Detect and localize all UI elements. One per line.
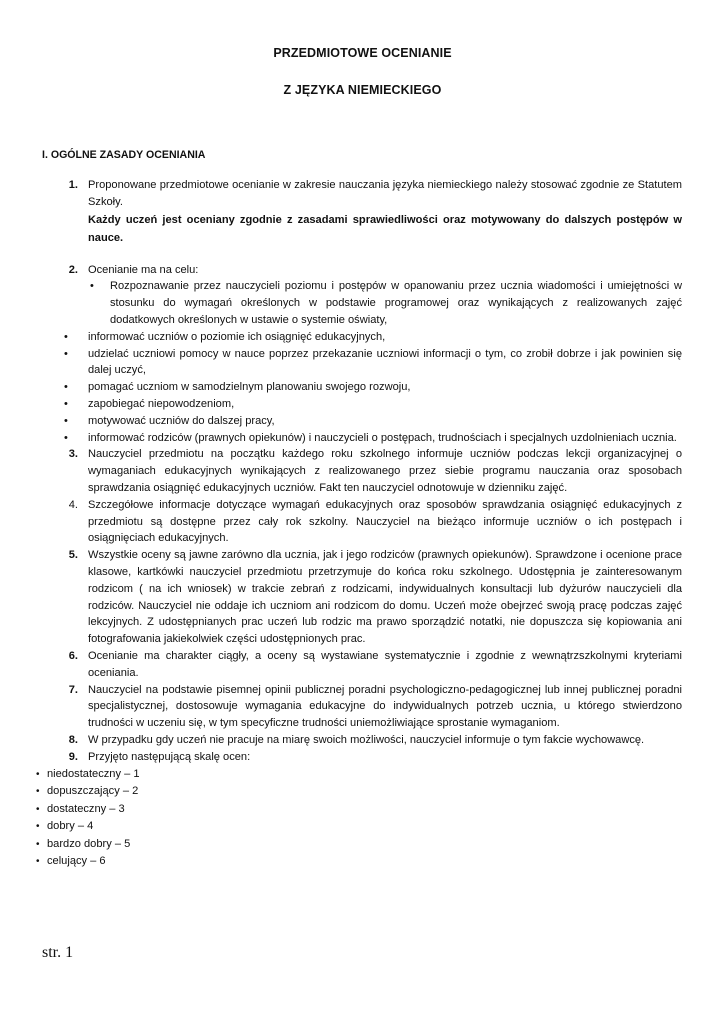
bullet-icon: •	[36, 838, 40, 850]
list-item-bullet	[42, 379, 682, 396]
item-number: 8.	[68, 733, 78, 746]
item-number: 9.	[68, 750, 78, 763]
grade-item	[36, 853, 682, 871]
bullet-text: motywować uczniów do dalszej pracy,	[88, 414, 275, 427]
list-item-4	[42, 497, 682, 547]
item-number: 2.	[68, 263, 78, 276]
document-subtitle: Z JĘZYKA NIEMIECKIEGO	[283, 83, 442, 97]
bullet-icon: •	[36, 768, 40, 780]
grade-item	[36, 766, 682, 784]
grade-item	[36, 783, 682, 801]
bullet-icon: •	[64, 397, 68, 410]
item-number: 5.	[68, 549, 78, 562]
bullet-icon: •	[36, 803, 40, 815]
item-text: Proponowane przedmiotowe ocenianie w zakresie nauczania języka niemieckiego należy stosować zgodnie ze Statutem Szkoły.	[88, 179, 682, 208]
list-item-bullet	[42, 430, 682, 447]
item-number: 6.	[68, 649, 78, 662]
item-text: Nauczyciel na podstawie pisemnej opinii publicznej poradni psychologiczno-pedagogicznej lub innej publicznej poradni specjalistycznej, dostosowuje wymagania edukacyjne do indywidualnych potrzeb ucznia, u którego stwierdzono trudności w uczeniu się, w tym specyficzne trudności uniemożliwiające sprostanie wymaganiom.	[88, 683, 682, 730]
bullet-icon: •	[64, 431, 68, 444]
item-text: Wszystkie oceny są jawne zarówno dla ucznia, jak i jego rodziców (prawnych opiekunów). Sprawdzone i ocenione prace klasowe, kartkówki nauczyciel przedmiotu przetrzymuje do końca roku szkolnego. Udostępnia je zainteresowanym rodzicom ( na ich wniosek) w trakcie zebrań z rodzicami, indywidualnych konsultacji lub dyżurów nauczycieli dla rodziców. Nauczyciel nie oddaje ich uczniom ani rodzicom do domu. Uczeń może obejrzeć swoją pracę podczas zajęć lekcyjnych. Z udostępnianych prac uczeń lub rodzic ma prawo sporządzić notatki, nie dopuszcza się kopiowania ani fotografowania jakiekolwiek części udostępnionych prac.	[88, 549, 682, 646]
list-item-8	[42, 732, 682, 749]
grade-text: bardzo dobry – 5	[47, 837, 131, 850]
list-item-bullet	[42, 396, 682, 413]
grade-text: dostateczny – 3	[47, 802, 125, 815]
list-item-2	[42, 262, 682, 329]
bullet-icon: •	[64, 381, 68, 394]
document-body	[36, 177, 682, 871]
list-item-6	[42, 648, 682, 682]
bullet-icon: •	[36, 821, 40, 832]
bullet-icon: •	[90, 280, 94, 293]
item-text: Nauczyciel przedmiotu na początku każdego roku szkolnego informuje uczniów podczas lekcji organizacyjnej o wymaganiach edukacyjnych wynikających z realizowanego przez siebie programu nauczania oraz sposobach sprawdzania osiągnięć edukacyjnych uczniów. Fakt ten nauczyciel odnotowuje w dzienniku zajęć.	[88, 448, 682, 494]
item-number: 4.	[68, 498, 78, 511]
bullet-text: informować rodziców (prawnych opiekunów) i nauczycieli o postępach, trudnościach i specjalnych uzdolnieniach ucznia.	[88, 431, 677, 444]
bullet-text: Rozpoznawanie przez nauczycieli poziomu i postępów w opanowaniu przez ucznia wiadomości i umiejętności w stosunku do wymagań określonych w podstawie programowej oraz wynikających z realizowanych zajęć dodatkowych określonych w ustawie o systemie oświaty,	[110, 280, 682, 326]
grade-scale-list	[36, 766, 682, 871]
document-title: PRZEDMIOTOWE OCENIANIE	[273, 46, 452, 60]
bullet-text: informować uczniów o poziomie ich osiągnięć edukacyjnych,	[88, 330, 386, 343]
list-item-7	[42, 682, 682, 732]
list-item-5	[42, 547, 682, 648]
bullet-icon: •	[36, 786, 40, 797]
item-text: W przypadku gdy uczeń nie pracuje na miarę swoich możliwości, nauczyciel informuje o tym fakcie wychowawcę.	[88, 733, 645, 746]
item-text: Ocenianie ma charakter ciągły, a oceny są wystawiane systematycznie i zgodnie z wewnątrzszkolnymi kryteriami oceniania.	[88, 649, 682, 679]
item-number: 3.	[68, 448, 78, 461]
page-number: str. 1	[42, 944, 74, 961]
grade-text: dobry – 4	[47, 820, 94, 832]
item-text: Szczegółowe informacje dotyczące wymagań edukacyjnych oraz sposobów sprawdzania osiągnięć edukacyjnych z przedmiotu są dostępne przez cały rok szkolny. Nauczyciel na bieżąco informuje uczniów o ich postępach i osiągnięciach edukacyjnych.	[88, 498, 682, 545]
list-item-bullet	[42, 329, 682, 346]
bullet-icon: •	[64, 347, 68, 360]
section-heading: I. OGÓLNE ZASADY OCENIANIA	[42, 149, 206, 161]
bullet-icon: •	[36, 856, 40, 867]
item-bold-text: Każdy uczeń jest oceniany zgodnie z zasadami sprawiedliwości oraz motywowany do dalszych postępów w nauce.	[88, 213, 682, 244]
grade-item	[36, 818, 682, 836]
grade-item	[36, 836, 682, 854]
bullet-icon: •	[64, 414, 68, 427]
item-text: Ocenianie ma na celu:	[88, 263, 199, 276]
bullet-icon: •	[64, 330, 68, 343]
list-item-9	[42, 749, 682, 766]
bullet-text: zapobiegać niepowodzeniom,	[88, 397, 235, 410]
list-item-bullet	[42, 413, 682, 430]
list-item-1	[42, 177, 682, 247]
bullet-text: pomagać uczniom w samodzielnym planowaniu swojego rozwoju,	[88, 381, 411, 394]
list-item-3	[42, 446, 682, 496]
list-item-bullet	[42, 346, 682, 380]
list-item-sub-bullet	[88, 278, 682, 328]
item-number: 1.	[68, 179, 78, 191]
grade-text: niedostateczny – 1	[47, 767, 140, 780]
grade-item	[36, 801, 682, 819]
item-text: Przyjęto następującą skalę ocen:	[88, 750, 251, 763]
grade-text: celujący – 6	[47, 855, 106, 867]
grade-text: dopuszczający – 2	[47, 785, 139, 797]
bullet-text: udzielać uczniowi pomocy w nauce poprzez przekazanie uczniowi informacji o tym, co zrobił dobrze i jak powinien się dalej uczyć,	[88, 347, 682, 377]
item-number: 7.	[68, 683, 78, 696]
